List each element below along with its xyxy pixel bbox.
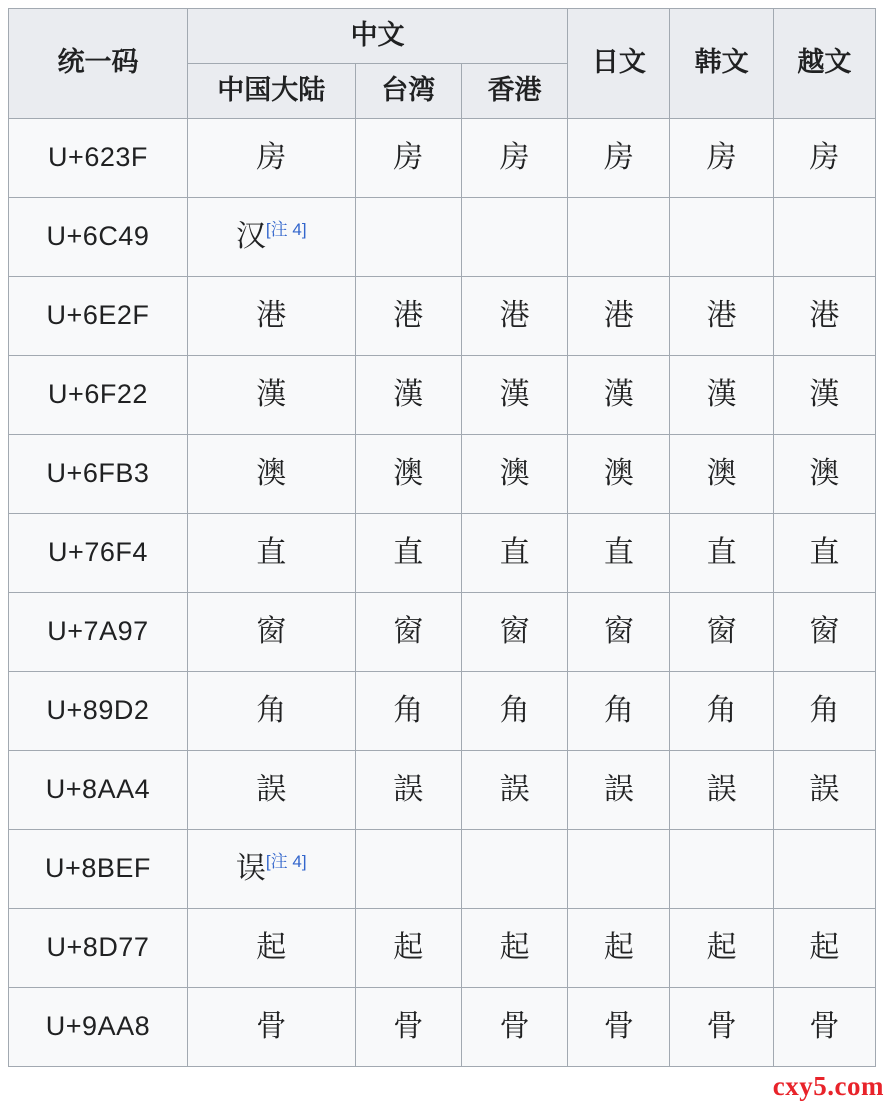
cell-hongkong — [461, 276, 567, 355]
cell-unicode-codepoint: U+8AA4 — [9, 750, 188, 829]
cjk-variant-table — [8, 8, 876, 1067]
glyph-japanese: 誤 — [603, 771, 634, 807]
column-header-taiwan: 台湾 — [355, 63, 461, 118]
cell-mainland-china — [187, 987, 355, 1066]
glyph-mainland: 窗 — [256, 613, 287, 649]
glyph-hongkong: 骨 — [499, 1008, 530, 1044]
glyph-hongkong: 澳 — [499, 455, 530, 491]
column-header-mainland-china: 中国大陆 — [187, 63, 355, 118]
glyph-hongkong: 房 — [499, 139, 530, 175]
footnote-reference-link[interactable]: [注 4] — [265, 219, 307, 239]
cell-korean — [670, 829, 773, 908]
column-header-japanese: 日文 — [568, 9, 670, 119]
glyph-taiwan: 窗 — [393, 613, 424, 649]
glyph-taiwan: 漢 — [393, 376, 424, 412]
glyph-korean: 窗 — [706, 613, 737, 649]
glyph-mainland: 角 — [256, 692, 287, 728]
cell-vietnamese — [773, 592, 875, 671]
column-header-hongkong: 香港 — [461, 63, 567, 118]
cell-unicode-codepoint: U+9AA8 — [9, 987, 188, 1066]
cell-korean — [670, 276, 773, 355]
glyph-taiwan: 骨 — [393, 1008, 424, 1044]
table-row — [9, 355, 876, 434]
table-row — [9, 276, 876, 355]
glyph-mainland: 澳 — [256, 455, 287, 491]
cjk-unified-ideographs-table-container — [8, 8, 876, 1067]
cell-korean — [670, 671, 773, 750]
table-row — [9, 750, 876, 829]
glyph-korean: 房 — [706, 139, 737, 175]
glyph-japanese: 房 — [603, 139, 634, 175]
cell-unicode-codepoint: U+623F — [9, 118, 188, 197]
glyph-vietnamese: 窗 — [809, 613, 840, 649]
cell-korean — [670, 118, 773, 197]
glyph-hongkong: 漢 — [499, 376, 530, 412]
cell-taiwan — [355, 118, 461, 197]
cell-unicode-codepoint: U+6E2F — [9, 276, 188, 355]
glyph-taiwan: 起 — [393, 929, 424, 965]
cell-hongkong — [461, 908, 567, 987]
column-header-unicode: 统一码 — [9, 9, 188, 119]
glyph-hongkong: 窗 — [499, 613, 530, 649]
cell-korean — [670, 434, 773, 513]
glyph-hongkong: 起 — [499, 929, 530, 965]
cell-hongkong — [461, 197, 567, 276]
cell-hongkong — [461, 750, 567, 829]
glyph-mainland: 房 — [256, 139, 287, 175]
cell-taiwan — [355, 355, 461, 434]
cell-unicode-codepoint: U+6C49 — [9, 197, 188, 276]
cell-taiwan — [355, 592, 461, 671]
cell-unicode-codepoint: U+76F4 — [9, 513, 188, 592]
glyph-korean: 骨 — [706, 1008, 737, 1044]
glyph-taiwan: 房 — [393, 139, 424, 175]
cell-vietnamese — [773, 276, 875, 355]
glyph-taiwan: 直 — [393, 534, 424, 570]
table-row — [9, 987, 876, 1066]
cell-unicode-codepoint: U+7A97 — [9, 592, 188, 671]
cell-mainland-china — [187, 750, 355, 829]
cell-mainland-china — [187, 355, 355, 434]
glyph-korean: 港 — [706, 297, 737, 333]
cell-korean — [670, 908, 773, 987]
glyph-korean: 澳 — [706, 455, 737, 491]
cell-vietnamese — [773, 434, 875, 513]
cell-hongkong — [461, 513, 567, 592]
glyph-japanese: 澳 — [603, 455, 634, 491]
cell-japanese — [568, 276, 670, 355]
glyph-korean: 起 — [706, 929, 737, 965]
cell-mainland-china — [187, 829, 355, 908]
cell-korean — [670, 355, 773, 434]
table-row — [9, 118, 876, 197]
cell-taiwan — [355, 750, 461, 829]
cell-mainland-china — [187, 592, 355, 671]
cell-taiwan — [355, 197, 461, 276]
glyph-vietnamese: 直 — [809, 534, 840, 570]
cell-hongkong — [461, 118, 567, 197]
cell-korean — [670, 987, 773, 1066]
cell-japanese — [568, 987, 670, 1066]
cell-hongkong — [461, 434, 567, 513]
cell-mainland-china — [187, 118, 355, 197]
header-row-top — [9, 9, 876, 64]
cell-taiwan — [355, 829, 461, 908]
column-header-chinese-group: 中文 — [187, 9, 567, 64]
cell-mainland-china — [187, 434, 355, 513]
cell-vietnamese — [773, 908, 875, 987]
glyph-taiwan: 誤 — [393, 771, 424, 807]
glyph-korean: 誤 — [706, 771, 737, 807]
glyph-taiwan: 港 — [393, 297, 424, 333]
footnote-reference-link[interactable]: [注 4] — [265, 851, 307, 871]
cell-japanese — [568, 829, 670, 908]
cell-taiwan — [355, 434, 461, 513]
cell-vietnamese — [773, 829, 875, 908]
cell-japanese — [568, 197, 670, 276]
cell-unicode-codepoint: U+8D77 — [9, 908, 188, 987]
cell-korean — [670, 592, 773, 671]
table-row — [9, 592, 876, 671]
cell-korean — [670, 750, 773, 829]
glyph-japanese: 漢 — [603, 376, 634, 412]
glyph-hongkong: 港 — [499, 297, 530, 333]
cell-mainland-china — [187, 513, 355, 592]
table-row — [9, 829, 876, 908]
table-body — [9, 118, 876, 1066]
cell-japanese — [568, 671, 670, 750]
cell-hongkong — [461, 987, 567, 1066]
table-header — [9, 9, 876, 119]
glyph-vietnamese: 起 — [809, 929, 840, 965]
table-row — [9, 908, 876, 987]
cell-vietnamese — [773, 197, 875, 276]
glyph-mainland: 汉 — [235, 218, 266, 254]
glyph-taiwan: 角 — [393, 692, 424, 728]
glyph-hongkong: 角 — [499, 692, 530, 728]
cell-unicode-codepoint: U+89D2 — [9, 671, 188, 750]
cell-unicode-codepoint: U+6F22 — [9, 355, 188, 434]
cell-japanese — [568, 908, 670, 987]
table-row — [9, 671, 876, 750]
glyph-mainland: 漢 — [256, 376, 287, 412]
glyph-japanese: 骨 — [603, 1008, 634, 1044]
cell-mainland-china — [187, 197, 355, 276]
table-row — [9, 197, 876, 276]
glyph-korean: 直 — [706, 534, 737, 570]
cell-unicode-codepoint: U+6FB3 — [9, 434, 188, 513]
table-row — [9, 513, 876, 592]
glyph-mainland: 港 — [256, 297, 287, 333]
glyph-korean: 角 — [706, 692, 737, 728]
glyph-japanese: 窗 — [603, 613, 634, 649]
cell-japanese — [568, 355, 670, 434]
watermark: cxy5.com — [772, 1071, 884, 1101]
cell-vietnamese — [773, 671, 875, 750]
cell-vietnamese — [773, 355, 875, 434]
cell-vietnamese — [773, 750, 875, 829]
cell-japanese — [568, 750, 670, 829]
glyph-mainland: 直 — [256, 534, 287, 570]
glyph-vietnamese: 誤 — [809, 771, 840, 807]
cell-unicode-codepoint: U+8BEF — [9, 829, 188, 908]
glyph-japanese: 港 — [603, 297, 634, 333]
cell-vietnamese — [773, 513, 875, 592]
glyph-korean: 漢 — [706, 376, 737, 412]
cell-hongkong — [461, 671, 567, 750]
table-row — [9, 434, 876, 513]
glyph-mainland: 誤 — [256, 771, 287, 807]
glyph-japanese: 起 — [603, 929, 634, 965]
glyph-taiwan: 澳 — [393, 455, 424, 491]
glyph-mainland: 误 — [235, 850, 266, 886]
column-header-vietnamese: 越文 — [773, 9, 875, 119]
glyph-vietnamese: 澳 — [809, 455, 840, 491]
cell-hongkong — [461, 592, 567, 671]
cell-mainland-china — [187, 276, 355, 355]
glyph-hongkong: 誤 — [499, 771, 530, 807]
glyph-japanese: 角 — [603, 692, 634, 728]
cell-vietnamese — [773, 987, 875, 1066]
cell-japanese — [568, 434, 670, 513]
column-header-korean: 韩文 — [670, 9, 773, 119]
cell-mainland-china — [187, 671, 355, 750]
cell-taiwan — [355, 276, 461, 355]
cell-japanese — [568, 118, 670, 197]
cell-hongkong — [461, 355, 567, 434]
glyph-japanese: 直 — [603, 534, 634, 570]
glyph-vietnamese: 漢 — [809, 376, 840, 412]
cell-vietnamese — [773, 118, 875, 197]
cell-taiwan — [355, 987, 461, 1066]
cell-japanese — [568, 592, 670, 671]
cell-taiwan — [355, 908, 461, 987]
glyph-vietnamese: 角 — [809, 692, 840, 728]
cell-korean — [670, 513, 773, 592]
cell-mainland-china — [187, 908, 355, 987]
cell-japanese — [568, 513, 670, 592]
glyph-vietnamese: 房 — [809, 139, 840, 175]
glyph-mainland: 起 — [256, 929, 287, 965]
cell-taiwan — [355, 671, 461, 750]
glyph-vietnamese: 骨 — [809, 1008, 840, 1044]
cell-hongkong — [461, 829, 567, 908]
cell-korean — [670, 197, 773, 276]
glyph-vietnamese: 港 — [809, 297, 840, 333]
glyph-mainland: 骨 — [256, 1008, 287, 1044]
glyph-hongkong: 直 — [499, 534, 530, 570]
cell-taiwan — [355, 513, 461, 592]
